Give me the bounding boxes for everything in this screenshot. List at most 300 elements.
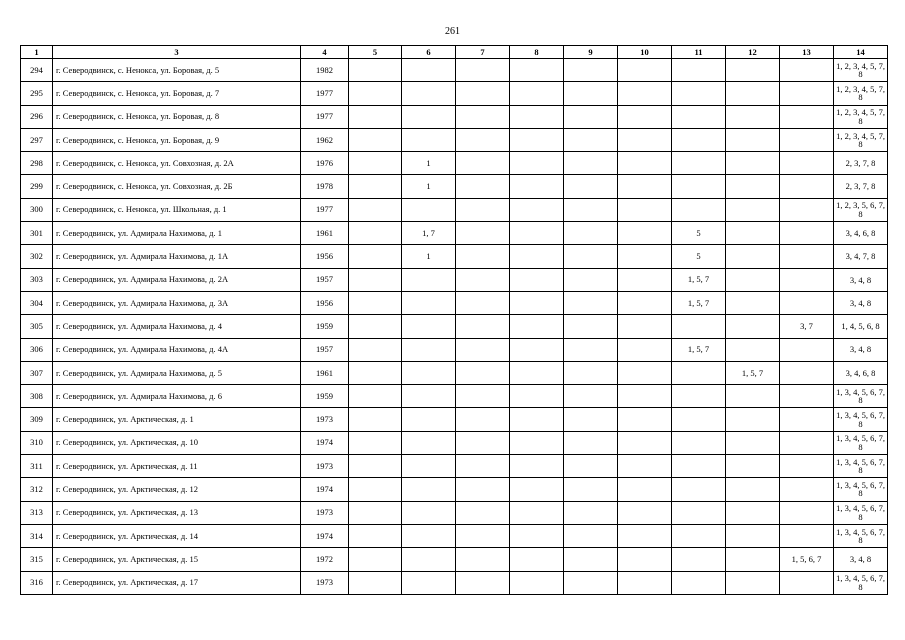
cell-col-11 <box>672 105 726 128</box>
cell-row-number: 309 <box>21 408 53 431</box>
cell-address: г. Северодвинск, ул. Адмирала Нахимова, д. 5 <box>53 361 301 384</box>
cell-col-6: 1 <box>402 175 456 198</box>
table-row <box>21 59 888 82</box>
cell-row-number: 307 <box>21 361 53 384</box>
cell-col-13 <box>780 82 834 105</box>
cell-col-12 <box>726 571 780 594</box>
cell-col-8 <box>510 455 564 478</box>
cell-col-8 <box>510 82 564 105</box>
table-row <box>21 268 888 291</box>
cell-col-9 <box>564 128 618 151</box>
cell-col-9 <box>564 408 618 431</box>
cell-col-8 <box>510 431 564 454</box>
cell-col-10 <box>618 571 672 594</box>
cell-col-12 <box>726 152 780 175</box>
cell-address: г. Северодвинск, с. Ненокса, ул. Боровая, д. 5 <box>53 59 301 82</box>
cell-col-7 <box>456 128 510 151</box>
table-row <box>21 175 888 198</box>
cell-col-14: 1, 3, 4, 5, 6, 7, 8 <box>834 385 888 408</box>
cell-col-5 <box>349 548 402 571</box>
cell-address: г. Северодвинск, ул. Арктическая, д. 13 <box>53 501 301 524</box>
cell-col-8 <box>510 338 564 361</box>
col-header-7: 7 <box>456 46 510 59</box>
cell-col-13 <box>780 128 834 151</box>
cell-address: г. Северодвинск, ул. Адмирала Нахимова, д. 4А <box>53 338 301 361</box>
cell-col-6 <box>402 338 456 361</box>
cell-col-5 <box>349 338 402 361</box>
cell-col-12 <box>726 478 780 501</box>
cell-col-11 <box>672 128 726 151</box>
cell-row-number: 308 <box>21 385 53 408</box>
table-row <box>21 501 888 524</box>
cell-col-9 <box>564 315 618 338</box>
cell-col-5 <box>349 291 402 314</box>
cell-col-13 <box>780 524 834 547</box>
cell-col-14: 3, 4, 8 <box>834 338 888 361</box>
cell-col-12 <box>726 268 780 291</box>
cell-col-8 <box>510 152 564 175</box>
cell-col-13 <box>780 222 834 245</box>
cell-year: 1973 <box>301 571 349 594</box>
col-header-13: 13 <box>780 46 834 59</box>
cell-address: г. Северодвинск, ул. Арктическая, д. 1 <box>53 408 301 431</box>
cell-col-5 <box>349 361 402 384</box>
cell-col-8 <box>510 245 564 268</box>
table-row <box>21 291 888 314</box>
cell-col-6: 1 <box>402 245 456 268</box>
cell-col-7 <box>456 501 510 524</box>
cell-year: 1961 <box>301 222 349 245</box>
cell-col-14: 1, 3, 4, 5, 6, 7, 8 <box>834 408 888 431</box>
cell-col-8 <box>510 59 564 82</box>
cell-col-10 <box>618 105 672 128</box>
cell-col-12 <box>726 245 780 268</box>
cell-col-9 <box>564 59 618 82</box>
cell-col-5 <box>349 385 402 408</box>
cell-col-9 <box>564 222 618 245</box>
cell-col-11 <box>672 82 726 105</box>
cell-col-13 <box>780 268 834 291</box>
cell-col-11 <box>672 385 726 408</box>
cell-col-7 <box>456 105 510 128</box>
cell-row-number: 299 <box>21 175 53 198</box>
cell-col-5 <box>349 501 402 524</box>
cell-address: г. Северодвинск, с. Ненокса, ул. Боровая, д. 7 <box>53 82 301 105</box>
cell-year: 1972 <box>301 548 349 571</box>
table-row <box>21 548 888 571</box>
cell-col-11: 1, 5, 7 <box>672 338 726 361</box>
cell-col-10 <box>618 152 672 175</box>
cell-address: г. Северодвинск, с. Ненокса, ул. Боровая, д. 9 <box>53 128 301 151</box>
cell-col-8 <box>510 548 564 571</box>
cell-col-12: 1, 5, 7 <box>726 361 780 384</box>
col-header-14: 14 <box>834 46 888 59</box>
cell-row-number: 301 <box>21 222 53 245</box>
table-row <box>21 245 888 268</box>
cell-col-7 <box>456 455 510 478</box>
cell-col-13 <box>780 478 834 501</box>
cell-col-12 <box>726 455 780 478</box>
col-header-12: 12 <box>726 46 780 59</box>
cell-col-9 <box>564 338 618 361</box>
cell-col-7 <box>456 408 510 431</box>
cell-col-10 <box>618 478 672 501</box>
cell-col-13 <box>780 175 834 198</box>
cell-year: 1974 <box>301 431 349 454</box>
cell-col-10 <box>618 315 672 338</box>
cell-col-14: 1, 3, 4, 5, 6, 7, 8 <box>834 455 888 478</box>
cell-year: 1962 <box>301 128 349 151</box>
cell-col-8 <box>510 501 564 524</box>
cell-address: г. Северодвинск, ул. Арктическая, д. 11 <box>53 455 301 478</box>
cell-col-6 <box>402 455 456 478</box>
cell-col-11: 5 <box>672 245 726 268</box>
cell-col-6 <box>402 431 456 454</box>
table-row <box>21 571 888 594</box>
cell-col-14: 3, 4, 6, 8 <box>834 222 888 245</box>
cell-col-7 <box>456 82 510 105</box>
cell-col-11 <box>672 408 726 431</box>
cell-col-8 <box>510 571 564 594</box>
cell-col-7 <box>456 268 510 291</box>
cell-col-14: 1, 2, 3, 4, 5, 7, 8 <box>834 59 888 82</box>
cell-col-14: 1, 2, 3, 4, 5, 7, 8 <box>834 105 888 128</box>
cell-row-number: 297 <box>21 128 53 151</box>
table-row <box>21 82 888 105</box>
cell-col-7 <box>456 478 510 501</box>
cell-col-12 <box>726 128 780 151</box>
cell-col-7 <box>456 291 510 314</box>
cell-col-7 <box>456 59 510 82</box>
cell-year: 1956 <box>301 291 349 314</box>
table-row <box>21 524 888 547</box>
cell-address: г. Северодвинск, ул. Адмирала Нахимова, д. 4 <box>53 315 301 338</box>
cell-col-14: 3, 4, 8 <box>834 268 888 291</box>
cell-address: г. Северодвинск, ул. Адмирала Нахимова, д. 3А <box>53 291 301 314</box>
cell-address: г. Северодвинск, с. Ненокса, ул. Боровая, д. 8 <box>53 105 301 128</box>
cell-col-13 <box>780 198 834 221</box>
cell-col-13 <box>780 455 834 478</box>
table-row <box>21 128 888 151</box>
cell-col-9 <box>564 268 618 291</box>
cell-address: г. Северодвинск, с. Ненокса, ул. Школьная, д. 1 <box>53 198 301 221</box>
cell-col-12 <box>726 222 780 245</box>
col-header-1: 1 <box>21 46 53 59</box>
cell-col-12 <box>726 548 780 571</box>
cell-col-5 <box>349 571 402 594</box>
cell-col-10 <box>618 408 672 431</box>
cell-col-7 <box>456 524 510 547</box>
cell-col-5 <box>349 175 402 198</box>
cell-col-14: 3, 4, 7, 8 <box>834 245 888 268</box>
cell-col-12 <box>726 291 780 314</box>
cell-col-14: 1, 3, 4, 5, 6, 7, 8 <box>834 501 888 524</box>
table-row <box>21 478 888 501</box>
cell-row-number: 315 <box>21 548 53 571</box>
cell-col-5 <box>349 408 402 431</box>
cell-col-14: 1, 3, 4, 5, 6, 7, 8 <box>834 478 888 501</box>
cell-col-6 <box>402 408 456 431</box>
table-row <box>21 455 888 478</box>
cell-col-11 <box>672 152 726 175</box>
cell-col-6 <box>402 385 456 408</box>
cell-col-14: 3, 4, 8 <box>834 291 888 314</box>
cell-year: 1957 <box>301 268 349 291</box>
cell-col-7 <box>456 338 510 361</box>
cell-year: 1977 <box>301 82 349 105</box>
cell-col-6 <box>402 291 456 314</box>
cell-year: 1973 <box>301 455 349 478</box>
cell-col-12 <box>726 408 780 431</box>
cell-row-number: 304 <box>21 291 53 314</box>
header-row <box>21 46 888 59</box>
cell-col-9 <box>564 245 618 268</box>
cell-col-6 <box>402 198 456 221</box>
cell-address: г. Северодвинск, ул. Арктическая, д. 17 <box>53 571 301 594</box>
cell-col-7 <box>456 548 510 571</box>
cell-col-6 <box>402 59 456 82</box>
cell-col-12 <box>726 385 780 408</box>
cell-col-8 <box>510 128 564 151</box>
cell-col-6 <box>402 571 456 594</box>
cell-col-7 <box>456 315 510 338</box>
cell-col-10 <box>618 175 672 198</box>
cell-col-12 <box>726 524 780 547</box>
cell-col-13 <box>780 571 834 594</box>
cell-address: г. Северодвинск, ул. Арктическая, д. 10 <box>53 431 301 454</box>
cell-col-8 <box>510 105 564 128</box>
cell-year: 1978 <box>301 175 349 198</box>
col-header-10: 10 <box>618 46 672 59</box>
cell-col-10 <box>618 291 672 314</box>
cell-col-5 <box>349 198 402 221</box>
cell-col-9 <box>564 478 618 501</box>
cell-col-6 <box>402 268 456 291</box>
cell-col-7 <box>456 152 510 175</box>
cell-address: г. Северодвинск, с. Ненокса, ул. Совхозная, д. 2Б <box>53 175 301 198</box>
cell-col-11 <box>672 571 726 594</box>
cell-col-13 <box>780 361 834 384</box>
cell-col-13 <box>780 245 834 268</box>
cell-col-5 <box>349 59 402 82</box>
cell-row-number: 298 <box>21 152 53 175</box>
cell-col-5 <box>349 268 402 291</box>
cell-col-14: 1, 3, 4, 5, 6, 7, 8 <box>834 431 888 454</box>
cell-year: 1957 <box>301 338 349 361</box>
cell-row-number: 310 <box>21 431 53 454</box>
cell-year: 1973 <box>301 501 349 524</box>
cell-col-14: 1, 4, 5, 6, 8 <box>834 315 888 338</box>
cell-col-9 <box>564 198 618 221</box>
cell-col-5 <box>349 455 402 478</box>
cell-row-number: 294 <box>21 59 53 82</box>
cell-col-13 <box>780 105 834 128</box>
cell-year: 1959 <box>301 315 349 338</box>
cell-col-12 <box>726 198 780 221</box>
cell-col-12 <box>726 338 780 361</box>
cell-col-8 <box>510 361 564 384</box>
cell-col-8 <box>510 315 564 338</box>
cell-col-13 <box>780 291 834 314</box>
cell-col-12 <box>726 431 780 454</box>
cell-col-13 <box>780 408 834 431</box>
cell-year: 1974 <box>301 478 349 501</box>
cell-col-13 <box>780 501 834 524</box>
cell-col-11 <box>672 315 726 338</box>
cell-col-13 <box>780 385 834 408</box>
cell-col-13: 3, 7 <box>780 315 834 338</box>
cell-col-5 <box>349 152 402 175</box>
cell-col-7 <box>456 222 510 245</box>
col-header-8: 8 <box>510 46 564 59</box>
cell-col-9 <box>564 152 618 175</box>
table-row <box>21 198 888 221</box>
cell-col-8 <box>510 408 564 431</box>
cell-year: 1959 <box>301 385 349 408</box>
cell-col-10 <box>618 338 672 361</box>
cell-address: г. Северодвинск, ул. Адмирала Нахимова, д. 1 <box>53 222 301 245</box>
cell-col-5 <box>349 431 402 454</box>
cell-address: г. Северодвинск, ул. Адмирала Нахимова, д. 2А <box>53 268 301 291</box>
table-row <box>21 385 888 408</box>
table-row <box>21 408 888 431</box>
cell-row-number: 306 <box>21 338 53 361</box>
cell-col-12 <box>726 82 780 105</box>
cell-col-11 <box>672 431 726 454</box>
cell-address: г. Северодвинск, ул. Арктическая, д. 15 <box>53 548 301 571</box>
cell-col-9 <box>564 291 618 314</box>
cell-col-10 <box>618 245 672 268</box>
cell-year: 1956 <box>301 245 349 268</box>
cell-col-11 <box>672 175 726 198</box>
cell-col-10 <box>618 501 672 524</box>
cell-col-7 <box>456 245 510 268</box>
cell-year: 1973 <box>301 408 349 431</box>
cell-year: 1977 <box>301 198 349 221</box>
cell-col-10 <box>618 222 672 245</box>
cell-year: 1977 <box>301 105 349 128</box>
cell-row-number: 296 <box>21 105 53 128</box>
cell-col-7 <box>456 198 510 221</box>
table-row <box>21 431 888 454</box>
cell-col-5 <box>349 315 402 338</box>
cell-col-6 <box>402 128 456 151</box>
cell-col-14: 3, 4, 8 <box>834 548 888 571</box>
cell-col-11 <box>672 501 726 524</box>
table-row <box>21 222 888 245</box>
col-header-3: 3 <box>53 46 301 59</box>
cell-col-6 <box>402 315 456 338</box>
cell-col-6: 1 <box>402 152 456 175</box>
cell-col-8 <box>510 385 564 408</box>
cell-col-7 <box>456 385 510 408</box>
cell-col-6 <box>402 361 456 384</box>
col-header-11: 11 <box>672 46 726 59</box>
cell-col-11: 1, 5, 7 <box>672 268 726 291</box>
cell-col-5 <box>349 478 402 501</box>
col-header-4: 4 <box>301 46 349 59</box>
cell-col-10 <box>618 524 672 547</box>
cell-col-7 <box>456 571 510 594</box>
cell-col-6 <box>402 82 456 105</box>
cell-col-10 <box>618 198 672 221</box>
cell-col-11: 5 <box>672 222 726 245</box>
cell-row-number: 300 <box>21 198 53 221</box>
cell-col-13 <box>780 338 834 361</box>
cell-col-5 <box>349 222 402 245</box>
col-header-9: 9 <box>564 46 618 59</box>
cell-row-number: 312 <box>21 478 53 501</box>
cell-row-number: 313 <box>21 501 53 524</box>
cell-col-11 <box>672 198 726 221</box>
cell-col-9 <box>564 385 618 408</box>
cell-row-number: 295 <box>21 82 53 105</box>
table-row <box>21 105 888 128</box>
cell-row-number: 305 <box>21 315 53 338</box>
cell-col-12 <box>726 501 780 524</box>
cell-col-9 <box>564 175 618 198</box>
cell-col-11 <box>672 524 726 547</box>
cell-col-9 <box>564 524 618 547</box>
cell-col-6 <box>402 524 456 547</box>
table-row <box>21 315 888 338</box>
cell-col-14: 2, 3, 7, 8 <box>834 152 888 175</box>
cell-col-13 <box>780 59 834 82</box>
cell-year: 1976 <box>301 152 349 175</box>
cell-col-14: 1, 3, 4, 5, 6, 7, 8 <box>834 571 888 594</box>
cell-col-8 <box>510 268 564 291</box>
cell-col-6 <box>402 478 456 501</box>
cell-col-9 <box>564 571 618 594</box>
cell-address: г. Северодвинск, ул. Адмирала Нахимова, д. 6 <box>53 385 301 408</box>
cell-col-9 <box>564 501 618 524</box>
cell-col-14: 1, 2, 3, 4, 5, 7, 8 <box>834 128 888 151</box>
cell-col-5 <box>349 82 402 105</box>
cell-col-12 <box>726 105 780 128</box>
cell-col-6 <box>402 501 456 524</box>
cell-col-10 <box>618 431 672 454</box>
cell-col-11: 1, 5, 7 <box>672 291 726 314</box>
cell-col-14: 1, 3, 4, 5, 6, 7, 8 <box>834 524 888 547</box>
cell-address: г. Северодвинск, ул. Арктическая, д. 12 <box>53 478 301 501</box>
page-number: 261 <box>445 26 460 37</box>
cell-col-10 <box>618 128 672 151</box>
cell-col-12 <box>726 175 780 198</box>
cell-row-number: 311 <box>21 455 53 478</box>
cell-row-number: 316 <box>21 571 53 594</box>
cell-col-9 <box>564 361 618 384</box>
cell-col-9 <box>564 455 618 478</box>
cell-col-12 <box>726 315 780 338</box>
cell-col-8 <box>510 478 564 501</box>
cell-col-7 <box>456 175 510 198</box>
cell-col-5 <box>349 245 402 268</box>
cell-col-10 <box>618 455 672 478</box>
col-header-6: 6 <box>402 46 456 59</box>
col-header-5: 5 <box>349 46 402 59</box>
cell-col-9 <box>564 431 618 454</box>
cell-col-8 <box>510 524 564 547</box>
cell-col-13 <box>780 431 834 454</box>
cell-year: 1982 <box>301 59 349 82</box>
cell-col-5 <box>349 524 402 547</box>
table-row <box>21 152 888 175</box>
cell-col-11 <box>672 478 726 501</box>
cell-col-8 <box>510 198 564 221</box>
buildings-table <box>20 45 888 595</box>
cell-col-10 <box>618 268 672 291</box>
cell-row-number: 302 <box>21 245 53 268</box>
